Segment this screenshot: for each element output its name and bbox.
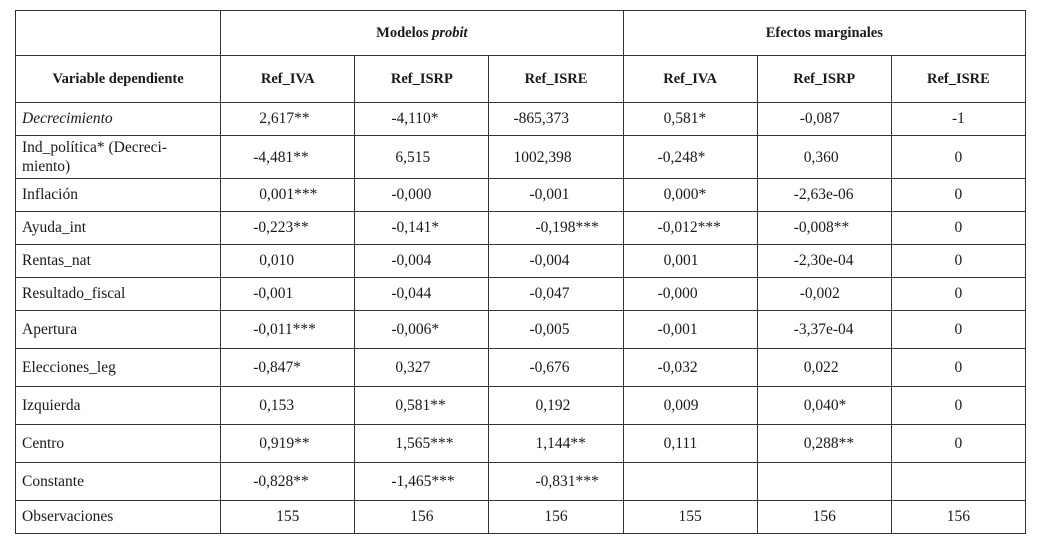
table-cell: -3,37e-04 xyxy=(757,311,891,349)
col-header: Ref_ISRE xyxy=(489,56,623,103)
table-cell: -0,004 xyxy=(355,245,489,278)
table-cell: -0,000 xyxy=(623,278,757,311)
row-label: Constante xyxy=(16,463,221,501)
row-label: Decrecimiento xyxy=(16,103,221,136)
table-cell: 6,515 xyxy=(355,136,489,179)
row-label: Centro xyxy=(16,425,221,463)
table-cell: 155 xyxy=(623,501,757,534)
table-cell: 0,327 xyxy=(355,349,489,387)
row-label: Ayuda_int xyxy=(16,212,221,245)
table-cell: 0,022 xyxy=(757,349,891,387)
table-row xyxy=(16,103,1026,136)
table-cell: 0,581** xyxy=(355,387,489,425)
empty-corner-cell xyxy=(16,11,221,56)
row-label: Inflación xyxy=(16,179,221,212)
table-cell: 0,001*** xyxy=(221,179,355,212)
table-row xyxy=(16,179,1026,212)
col-header: Ref_IVA xyxy=(221,56,355,103)
table-cell: 156 xyxy=(891,501,1025,534)
table-cell: -0,001 xyxy=(623,311,757,349)
table-cell: -0,223** xyxy=(221,212,355,245)
table-cell: -0,828** xyxy=(221,463,355,501)
row-label xyxy=(16,136,221,179)
row-label: Resultado_fiscal xyxy=(16,278,221,311)
table-cell: 1,565*** xyxy=(355,425,489,463)
table-row xyxy=(16,349,1026,387)
table-row xyxy=(16,212,1026,245)
table-cell: -0,047 xyxy=(489,278,623,311)
dependent-variable-header: Variable dependiente xyxy=(16,56,221,103)
table-cell: -0,198*** xyxy=(489,212,623,245)
table-cell: -0,032 xyxy=(623,349,757,387)
row-label: Apertura xyxy=(16,311,221,349)
table-cell: -0,001 xyxy=(221,278,355,311)
table-cell: -0,005 xyxy=(489,311,623,349)
table-row xyxy=(16,501,1026,534)
table-cell: -0,141* xyxy=(355,212,489,245)
table-cell xyxy=(757,463,891,501)
table-cell: 1,144** xyxy=(489,425,623,463)
table-cell: -4,481** xyxy=(221,136,355,179)
table-cell: -0,676 xyxy=(489,349,623,387)
table-cell: 0,581* xyxy=(623,103,757,136)
table-cell: -0,006* xyxy=(355,311,489,349)
row-label-line2: miento) xyxy=(22,158,71,175)
table-cell: 0 xyxy=(891,425,1025,463)
row-label: Rentas_nat xyxy=(16,245,221,278)
table-cell: 0 xyxy=(891,311,1025,349)
table-cell: 0 xyxy=(891,136,1025,179)
table-cell: -2,63e-06 xyxy=(757,179,891,212)
table-cell: -0,087 xyxy=(757,103,891,136)
table-cell: 0 xyxy=(891,212,1025,245)
table-cell: -0,011*** xyxy=(221,311,355,349)
table-cell: 0,009 xyxy=(623,387,757,425)
regression-results-table xyxy=(15,10,1026,534)
table-cell: 0 xyxy=(891,387,1025,425)
table-cell: -0,001 xyxy=(489,179,623,212)
table-cell: -0,847* xyxy=(221,349,355,387)
row-label: Elecciones_leg xyxy=(16,349,221,387)
table-cell: -0,012*** xyxy=(623,212,757,245)
table-cell: -2,30e-04 xyxy=(757,245,891,278)
table-cell xyxy=(891,463,1025,501)
row-label-line1: Ind_política* (Decreci- xyxy=(22,139,168,156)
row-label: Izquierda xyxy=(16,387,221,425)
probit-header-italic: probit xyxy=(432,24,468,41)
table-cell: 0,010 xyxy=(221,245,355,278)
group-header-row xyxy=(16,11,1026,56)
table-cell: 156 xyxy=(757,501,891,534)
table-cell: 156 xyxy=(355,501,489,534)
table-cell: -0,831*** xyxy=(489,463,623,501)
table-cell: 0 xyxy=(891,179,1025,212)
table-cell: 2,617** xyxy=(221,103,355,136)
table-row xyxy=(16,311,1026,349)
table-cell: -0,000 xyxy=(355,179,489,212)
table-cell: 0,111 xyxy=(623,425,757,463)
col-header: Ref_ISRE xyxy=(891,56,1025,103)
table-cell: 0,000* xyxy=(623,179,757,212)
table-cell: -1,465*** xyxy=(355,463,489,501)
col-header: Ref_ISRP xyxy=(757,56,891,103)
table-cell: -0,008** xyxy=(757,212,891,245)
table-row xyxy=(16,387,1026,425)
table-cell: -0,002 xyxy=(757,278,891,311)
table-row xyxy=(16,136,1026,179)
table-cell: 0 xyxy=(891,278,1025,311)
table-cell: 0,192 xyxy=(489,387,623,425)
table-cell: 0,001 xyxy=(623,245,757,278)
table-cell: 0,360 xyxy=(757,136,891,179)
results-table-container xyxy=(15,10,1026,534)
table-row xyxy=(16,278,1026,311)
table-cell: -0,248* xyxy=(623,136,757,179)
table-cell: 156 xyxy=(489,501,623,534)
col-header: Ref_IVA xyxy=(623,56,757,103)
probit-header-text: Modelos xyxy=(376,24,433,41)
table-row xyxy=(16,245,1026,278)
table-cell: -4,110* xyxy=(355,103,489,136)
table-cell: 0,288** xyxy=(757,425,891,463)
table-row xyxy=(16,463,1026,501)
marginal-effects-header: Efectos marginales xyxy=(623,11,1025,56)
table-cell: -865,373 xyxy=(489,103,623,136)
probit-models-header xyxy=(221,11,623,56)
table-cell: -0,044 xyxy=(355,278,489,311)
table-cell: 0 xyxy=(891,245,1025,278)
row-label: Observaciones xyxy=(16,501,221,534)
table-cell: 1002,398 xyxy=(489,136,623,179)
col-header: Ref_ISRP xyxy=(355,56,489,103)
column-header-row xyxy=(16,56,1026,103)
table-cell: -0,004 xyxy=(489,245,623,278)
table-cell: 0,153 xyxy=(221,387,355,425)
table-row xyxy=(16,425,1026,463)
table-cell: 0,919** xyxy=(221,425,355,463)
table-cell: 0,040* xyxy=(757,387,891,425)
table-cell: 155 xyxy=(221,501,355,534)
table-cell xyxy=(623,463,757,501)
table-cell: -1 xyxy=(891,103,1025,136)
table-cell: 0 xyxy=(891,349,1025,387)
